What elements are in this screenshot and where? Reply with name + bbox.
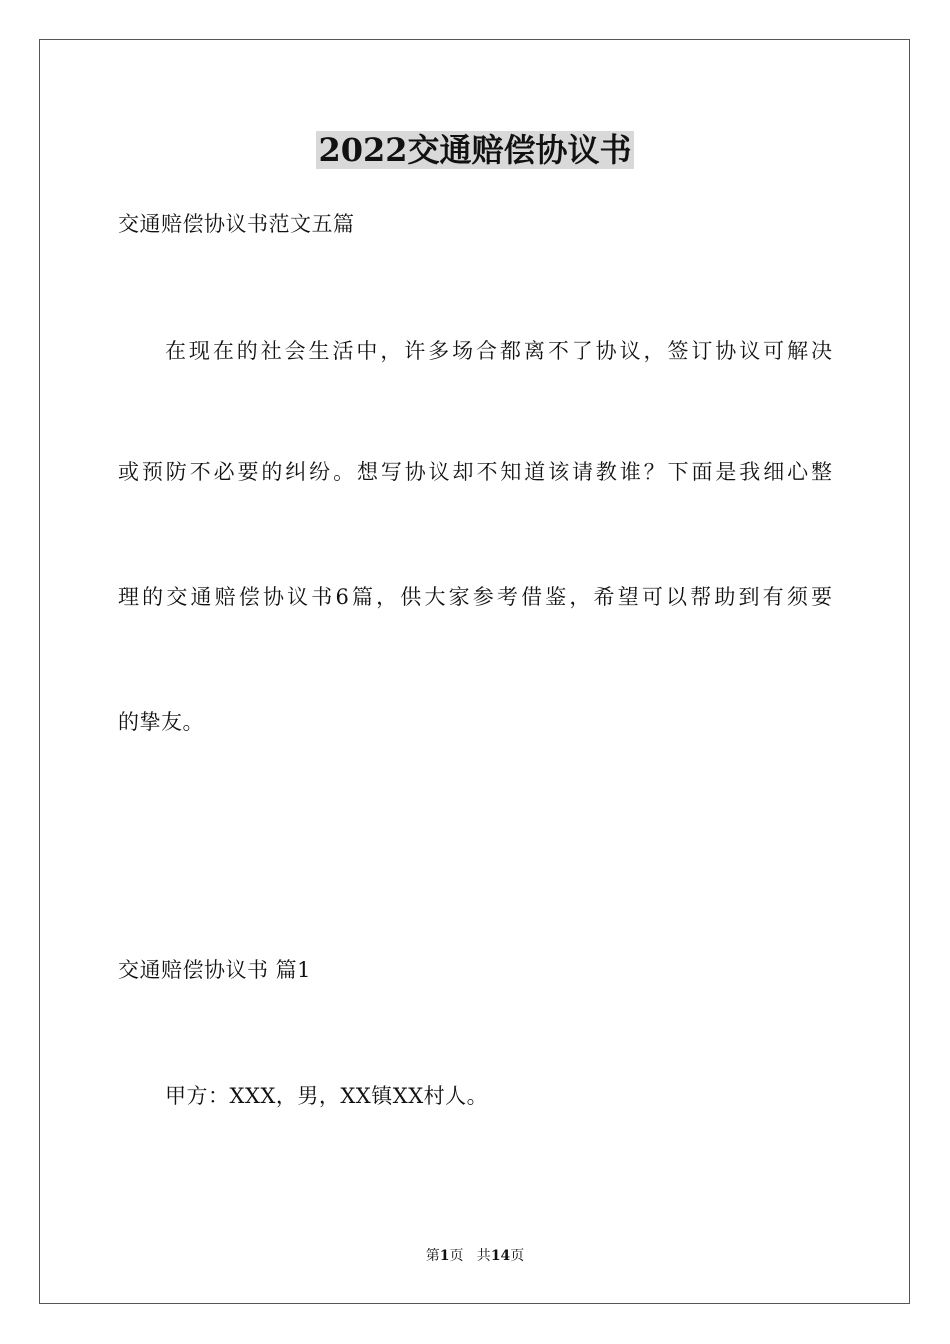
document-title-text: 2022交通赔偿协议书 — [318, 131, 632, 169]
intro-line-4: 的挚友。 — [118, 710, 204, 734]
footer-page-number: 1 — [439, 1248, 450, 1264]
footer-total-pages: 14 — [490, 1248, 511, 1264]
document-subtitle: 交通赔偿协议书范文五篇 — [118, 212, 355, 236]
page-footer — [0, 1246, 950, 1266]
section-heading: 交通赔偿协议书 篇1 — [118, 958, 312, 982]
intro-line-3: 理的交通赔偿协议书6篇，供大家参考借鉴，希望可以帮助到有须要 — [118, 585, 832, 609]
intro-line-1: 在现在的社会生活中，许多场合都离不了协议，签订协议可解决 — [165, 339, 832, 363]
footer-page-suffix: 页 — [510, 1248, 525, 1264]
document-title — [0, 128, 950, 172]
intro-line-2: 或预防不必要的纠纷。想写协议却不知道该请教谁？下面是我细心整 — [118, 460, 832, 484]
party-a-line: 甲方：XXX，男，XX镇XX村人。 — [165, 1084, 489, 1108]
footer-page-mid: 页 共 — [449, 1248, 491, 1264]
footer-page-prefix: 第 — [425, 1248, 440, 1264]
